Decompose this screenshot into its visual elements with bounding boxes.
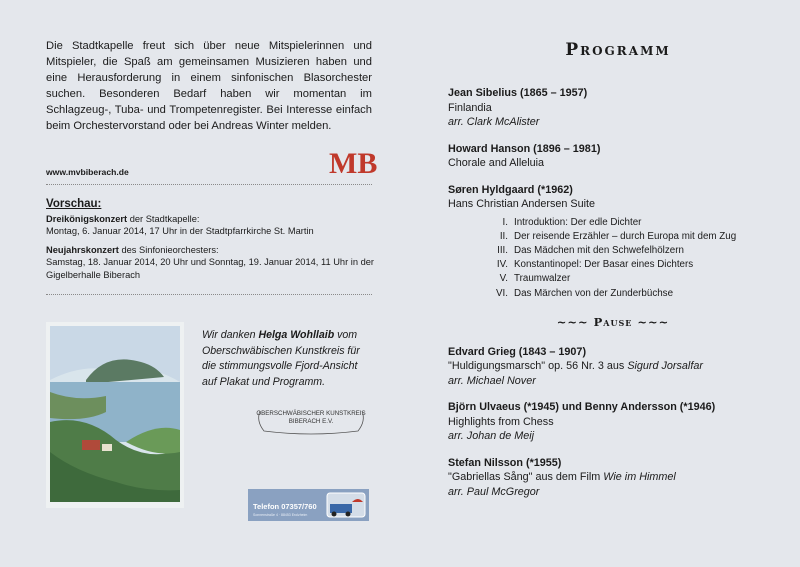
intro-block	[46, 38, 372, 134]
pause-label: ~~~ Pause ~~~	[556, 314, 670, 329]
program-piece: Björn Ulvaeus (*1945) und Benny Andersson (*1946) Highlights from Chess arr. Johan de Meij	[448, 401, 716, 443]
mvb-logo	[329, 145, 378, 180]
program-column	[448, 40, 778, 511]
svg-text:OBERSCHWÄBISCHER KUNSTKREIS: OBERSCHWÄBISCHER KUNSTKREIS	[256, 410, 366, 417]
vorschau-heading: Vorschau:	[46, 198, 102, 210]
program-piece: Søren Hyldgaard (*1962) Hans Christian Andersen Suite I. Introduktion: Der edle Dichter II. Der reisende Erzähler – durch Europa mit dem Zug III. Das Mädchen mit den Schwefelhölzern IV. Konstantinopel: Der Basar eines Dichters V. Traumwalzer VI. Das Märchen von der Zunderbüchse	[448, 183, 778, 301]
sponsor-address: Sonnenstraße 4 · 88453 Erolzheim	[253, 513, 308, 517]
svg-text:MB: MB	[329, 147, 378, 180]
fjord-painting	[46, 322, 184, 508]
program-piece: Edvard Grieg (1843 – 1907) "Huldigungsmarsch" op. 56 Nr. 3 aus Sigurd Jorsalfar arr. Michael Nover	[448, 345, 703, 387]
divider	[46, 294, 372, 295]
website-link[interactable]: www.mvbiberach.de	[46, 167, 129, 177]
movement-list	[448, 216, 778, 301]
sponsor-logo	[326, 492, 366, 518]
movement-item: II. Der reisende Erzähler – durch Europa mit dem Zug	[499, 230, 737, 242]
vorschau-item: Neujahrskonzert des Sinfonieorchesters: Samstag, 18. Januar 2014, 20 Uhr und Sonntag, 19. Januar 2014, 11 Uhr in der Gigelberhalle Biberach	[46, 244, 375, 280]
svg-text:BIBERACH E.V.: BIBERACH E.V.	[288, 418, 334, 425]
website-row	[46, 137, 378, 180]
movement-item: IV. Konstantinopel: Der Basar eines Dichters	[496, 259, 694, 271]
intro-text: Die Stadtkapelle freut sich über neue Mitspielerinnen und Mitspieler, die Spaß am gemeinsamen Musizieren haben und eine Herausforderung in einem sinfonischen Blasorchester suchen. Besonderen Bedarf haben wir momentan im Schlagzeug-, Tuba- und Trompetenregister. Bei Interesse einfach beim Orchestervorstand oder bei Andreas Winter melden.	[46, 40, 372, 132]
sponsor-phone: Telefon 07357/760	[253, 502, 317, 511]
program-piece: Jean Sibelius (1865 – 1957) Finlandia arr. Clark McAlister	[448, 87, 588, 128]
sponsor-badge	[248, 489, 369, 521]
thanks-text: Wir danken Helga Wohllaib vom Oberschwäbischen Kunstkreis für die stimmungsvolle Fjord-Ansicht auf Plakat und Programm.	[202, 329, 360, 388]
movement-item: III. Das Mädchen mit den Schwefelhölzern	[497, 244, 684, 256]
vorschau-item: Dreikönigskonzert der Stadtkapelle: Montag, 6. Januar 2014, 17 Uhr in der Stadtpfarrkirche St. Martin	[46, 213, 314, 236]
movement-item: VI. Das Märchen von der Zunderbüchse	[496, 287, 674, 299]
vorschau-block	[46, 198, 376, 287]
movement-item: I. Introduktion: Der edle Dichter	[502, 216, 642, 228]
program-piece: Howard Hanson (1896 – 1981) Chorale and Alleluia	[448, 142, 601, 169]
program-piece: Stefan Nilsson (*1955) "Gabriellas Sång" aus dem Film Wie im Himmel arr. Paul McGregor	[448, 456, 676, 498]
kunstkreis-logo	[256, 405, 366, 437]
divider	[46, 184, 372, 185]
movement-item: V. Traumwalzer	[499, 273, 571, 285]
program-title: Programm	[565, 40, 671, 60]
